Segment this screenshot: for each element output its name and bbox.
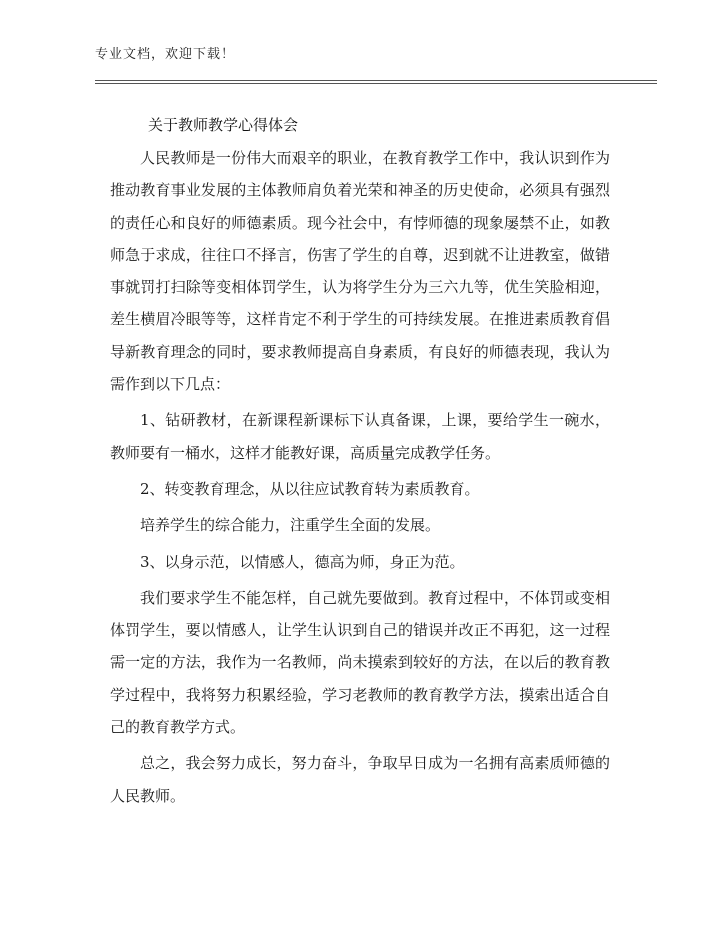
header-divider [95, 80, 657, 81]
paragraph: 1、钻研教材，在新课程新课标下认真备课，上课，要给学生一碗水，教师要有一桶水，这样才能教好课，高质量完成教学任务。 [110, 411, 610, 462]
paragraph: 我们要求学生不能怎样，自己就先要做到。教育过程中，不体罚或变相体罚学生，要以情感人，让学生认识到自己的错误并改正不再犯，这一过程需一定的方法，我作为一名教师，尚未摸索到较好的方法，在以后的教育教学过程中，我将努力积累经验，学习老教师的教育教学方法，摸索出适合自己的教育教学方式。 [110, 588, 610, 737]
document-title: 关于教师教学心得体会 [148, 116, 299, 134]
paragraph: 总之，我会努力成长，努力奋斗，争取早日成为一名拥有高素质师德的人民教师。 [110, 754, 610, 805]
paragraph: 3、以身示范，以情感人，德高为师，身正为范。 [140, 552, 465, 571]
header-divider-secondary [95, 83, 657, 84]
document-body [110, 142, 610, 816]
paragraph: 培养学生的综合能力，注重学生全面的发展。 [140, 516, 441, 535]
paragraph: 人民教师是一份伟大而艰辛的职业，在教育教学工作中，我认识到作为推动教育事业发展的主体教师肩负着光荣和神圣的历史使命，必须具有强烈的责任心和良好的师德素质。现今社会中，有悖师德的现象屡禁不止，如教师急于求成，往往口不择言，伤害了学生的自尊，迟到就不让进教室，做错事就罚打扫除等变相体罚学生，认为将学生分为三六九等，优生笑脸相迎，差生横眉冷眼等等，这样肯定不利于学生的可持续发展。在推进素质教育倡导新教育理念的同时，要求教师提高自身素质，有良好的师德表现，我认为需作到以下几点： [110, 149, 610, 394]
header-text: 专业文档，欢迎下载！ [95, 47, 236, 62]
paragraph: 2、转变教育理念，从以往应试教育转为素质教育。 [140, 479, 480, 498]
